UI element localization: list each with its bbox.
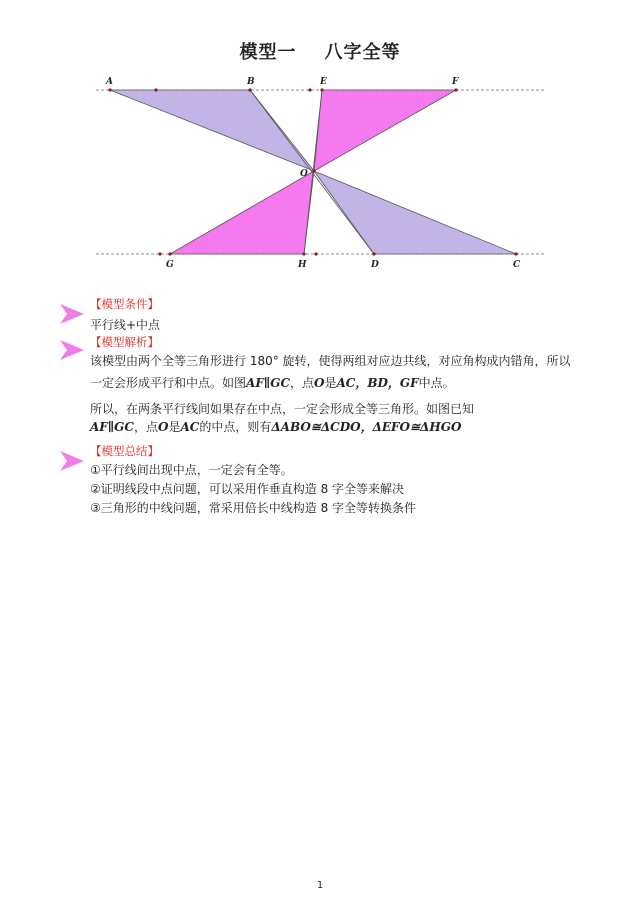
math-segment-ac: AC <box>180 420 200 434</box>
triangle-CDO <box>314 171 516 254</box>
point-G-marker <box>168 252 171 255</box>
analysis-tag: 【模型解析】 <box>90 335 159 349</box>
conditions-tag: 【模型条件】 <box>90 297 159 311</box>
analysis-line-1: 该模型由两个全等三角形进行 180° 旋转，使得两组对应边共线，对应角构成内错角，所以 <box>90 354 571 368</box>
point-H-marker <box>302 252 305 255</box>
analysis-line-4 <box>90 418 461 435</box>
point-aux-top-marker <box>154 88 157 91</box>
math-segments: AC，BD，GF <box>336 376 419 390</box>
label-E: E <box>320 77 327 87</box>
math-af-parallel-gc: AF∥GC <box>90 420 134 434</box>
label-C: C <box>513 260 521 270</box>
point-A-marker <box>108 88 111 91</box>
geometry-figure <box>0 64 640 274</box>
triangle-EFO <box>314 90 456 171</box>
analysis-line-4-mid-3: 的中点，则有 <box>199 420 272 434</box>
conditions-line-1: 平行线+中点 <box>90 318 161 332</box>
point-aux-bottom-marker <box>158 252 161 255</box>
analysis-line-4-mid-2: 是 <box>168 420 181 434</box>
point-C-marker <box>514 252 517 255</box>
label-A: A <box>106 77 113 87</box>
pink-arrow-icon <box>60 340 84 360</box>
summary-line-3: ③三角形的中线问题，常采用倍长中线构造 8 字全等转换条件 <box>90 501 417 515</box>
analysis-line-3: 所以，在两条平行线间如果存在中点，一定会形成全等三角形。如图已知 <box>90 402 475 416</box>
pink-arrow-icon <box>60 451 84 471</box>
title-part-2: 八字全等 <box>324 42 401 63</box>
math-congruence: ΔABO≅ΔCDO，ΔEFO≅ΔHGO <box>271 420 462 434</box>
point-aux-bottom2-marker <box>314 252 317 255</box>
analysis-line-2-pre: 一定会形成平行和中点。如图 <box>90 376 247 390</box>
label-F: F <box>452 77 459 87</box>
label-B: B <box>247 77 255 87</box>
label-H: H <box>298 260 307 270</box>
analysis-line-4-mid-1: ，点 <box>133 420 158 434</box>
summary-tag: 【模型总结】 <box>90 444 159 458</box>
point-D-marker <box>372 252 375 255</box>
summary-line-1: ①平行线间出现中点，一定会有全等。 <box>90 463 293 477</box>
triangle-HGO <box>170 171 314 254</box>
triangle-ABO <box>110 90 314 171</box>
point-O-marker <box>312 169 315 172</box>
point-B-marker <box>248 88 251 91</box>
point-F-marker <box>454 88 457 91</box>
summary-line-2: ②证明线段中点问题，可以采用作垂直构造 8 字全等来解决 <box>90 482 405 496</box>
label-G: G <box>166 260 174 270</box>
math-point-o: O <box>158 420 169 434</box>
analysis-line-2-mid-1: ，点 <box>290 376 315 390</box>
point-E-marker <box>320 88 323 91</box>
label-O: O <box>300 169 308 179</box>
page-number: 1 <box>316 880 324 891</box>
title-part-1: 模型一 <box>239 42 297 63</box>
math-af-parallel-gc: AF∥GC <box>246 376 290 390</box>
analysis-line-2 <box>90 374 455 391</box>
analysis-line-2-post: 中点。 <box>418 376 455 390</box>
label-D: D <box>371 260 379 270</box>
pink-arrow-icon <box>60 304 84 324</box>
analysis-line-2-mid-2: 是 <box>324 376 337 390</box>
page-title <box>0 38 640 64</box>
point-aux-top2-marker <box>308 88 311 91</box>
math-point-o: O <box>314 376 325 390</box>
